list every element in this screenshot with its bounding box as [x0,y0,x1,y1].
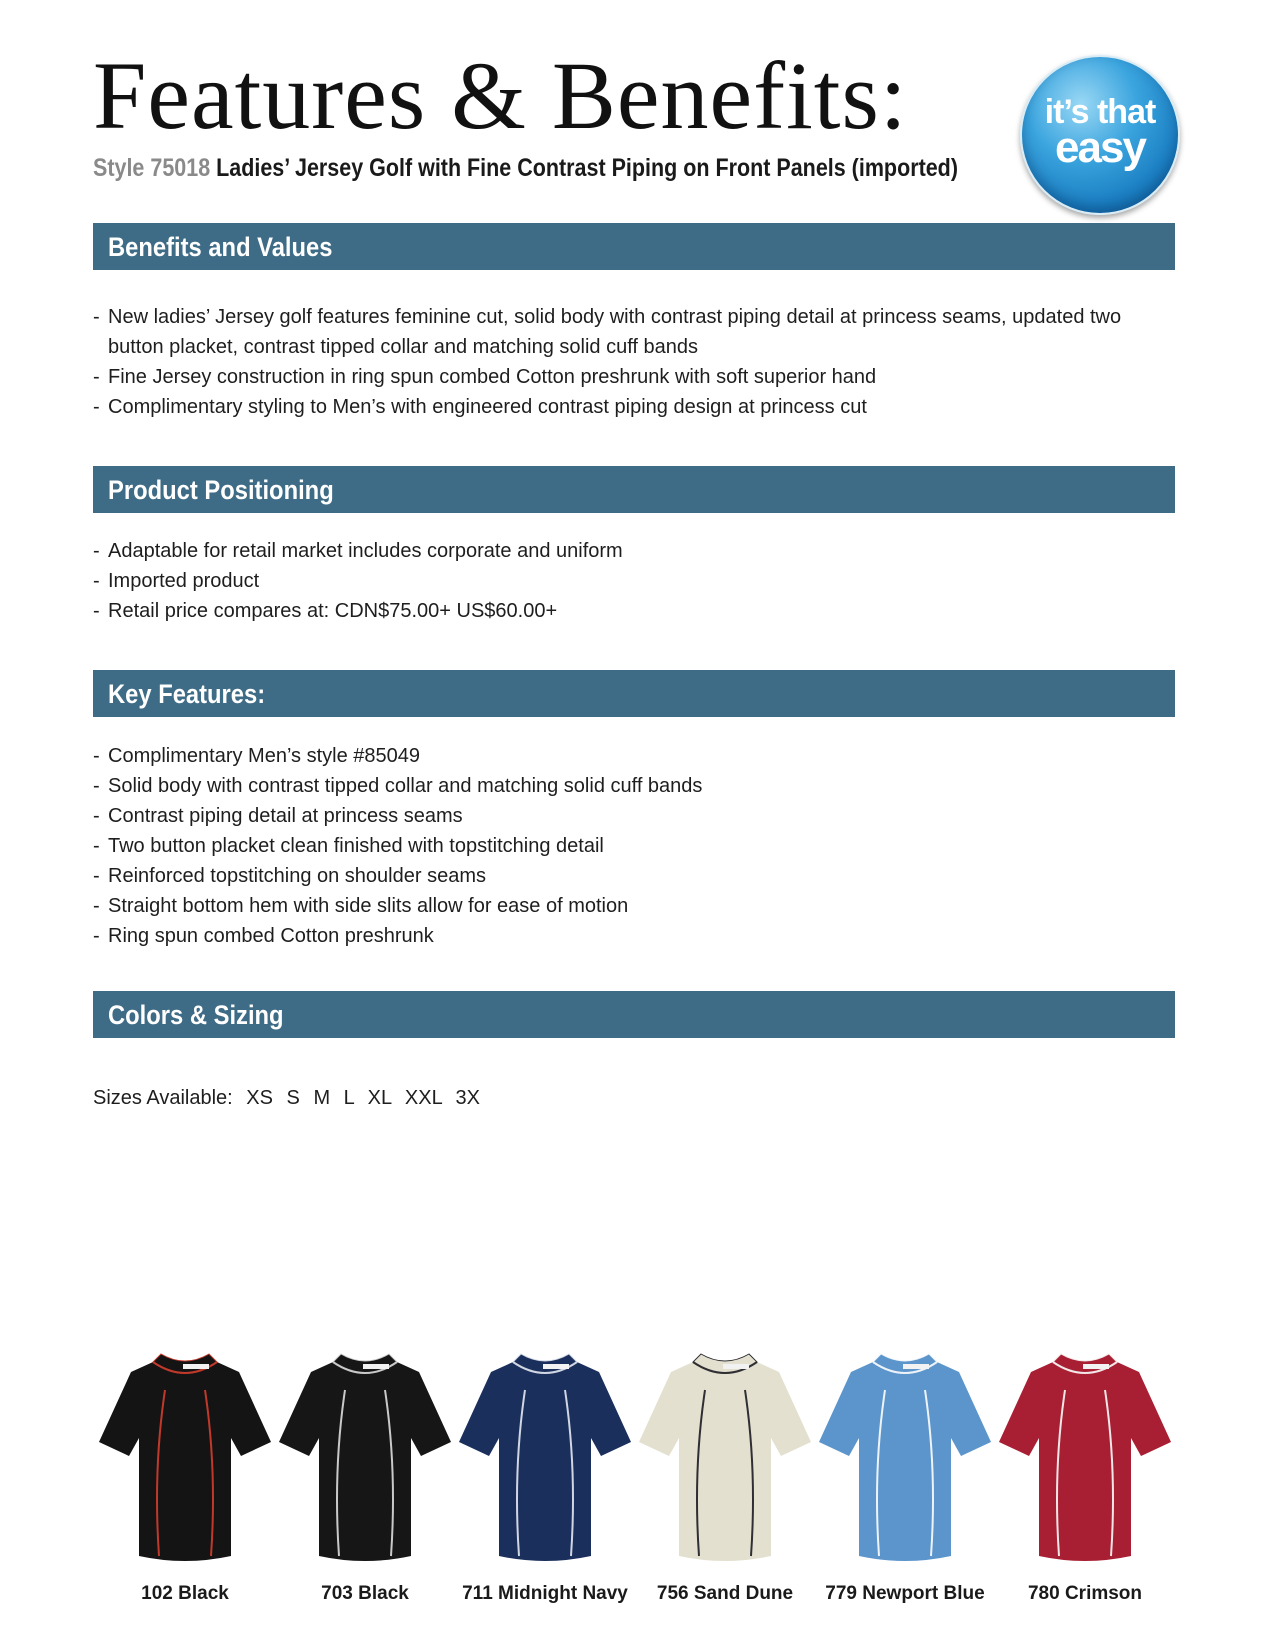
section-title: Colors & Sizing [108,1000,284,1030]
section-title: Product Positioning [108,475,334,505]
size-option: 3X [455,1087,481,1109]
list-item: - Reinforced topstitching on shoulder seams [93,861,1175,891]
polo-shirt-icon [95,1350,275,1575]
size-option: XXL [404,1087,442,1109]
logo-text-line1: it’s that [1044,93,1156,131]
polo-shirt-icon [635,1350,815,1575]
list-item: - Adaptable for retail market includes corporate and uniform [93,536,1175,566]
positioning-list [93,536,1175,626]
sizes-label: Sizes Available: [93,1087,233,1109]
list-item: - Retail price compares at: CDN$75.00+ US$60.00+ [93,596,1175,626]
list-item: - Contrast piping detail at princess seams [93,801,1175,831]
list-item: - Solid body with contrast tipped collar and matching solid cuff bands [93,771,1175,801]
list-item: - Imported product [93,566,1175,596]
color-option [995,1350,1175,1610]
color-label: 703 Black [321,1583,409,1604]
list-item: - New ladies’ Jersey golf features feminine cut, solid body with contrast piping detail at princess seams, updated two button placket, contrast tipped collar and matching solid cuff bands [93,302,1175,362]
color-label: 780 Crimson [1027,1583,1143,1604]
size-option: XS [246,1087,273,1109]
color-label: 102 Black [141,1583,229,1604]
color-option [815,1350,995,1610]
size-option: L [343,1087,355,1109]
list-item: - Ring spun combed Cotton preshrunk [93,921,1175,951]
logo-text-line2: easy [1055,122,1145,172]
polo-shirt-icon [455,1350,635,1575]
color-swatches [93,1350,1175,1610]
benefits-list [93,302,1175,422]
color-label: 756 Sand Dune [656,1583,794,1604]
sizes-available [93,1087,480,1110]
color-option [635,1350,815,1610]
polo-shirt-icon [815,1350,995,1575]
style-name: Ladies’ Jersey Golf with Fine Contrast Piping on Front Panels (imported) [216,154,958,182]
size-option: S [286,1087,300,1109]
section-header-features [93,670,1175,717]
section-title: Key Features: [108,679,266,709]
list-item: - Straight bottom hem with side slits allow for ease of motion [93,891,1175,921]
polo-shirt-icon [275,1350,455,1575]
size-option: M [313,1087,331,1109]
polo-shirt-icon [995,1350,1175,1575]
features-list [93,741,1175,951]
style-code: Style 75018 [93,154,211,182]
color-option [455,1350,635,1610]
page-title: Features & Benefits: [93,42,908,149]
color-option [275,1350,455,1610]
list-item: - Fine Jersey construction in ring spun combed Cotton preshrunk with soft superior hand [93,362,1175,392]
list-item: - Complimentary Men’s style #85049 [93,741,1175,771]
color-option [95,1350,275,1610]
product-subtitle [93,154,958,183]
section-header-positioning [93,466,1175,513]
color-label: 711 Midnight Navy [462,1583,628,1604]
section-title: Benefits and Values [108,232,333,262]
its-that-easy-logo [1020,55,1180,215]
section-header-benefits [93,223,1175,270]
list-item: - Two button placket clean finished with topstitching detail [93,831,1175,861]
section-header-colors [93,991,1175,1038]
list-item: - Complimentary styling to Men’s with engineered contrast piping design at princess cut [93,392,1175,422]
size-option: XL [367,1087,392,1109]
color-label: 779 Newport Blue [825,1583,985,1604]
